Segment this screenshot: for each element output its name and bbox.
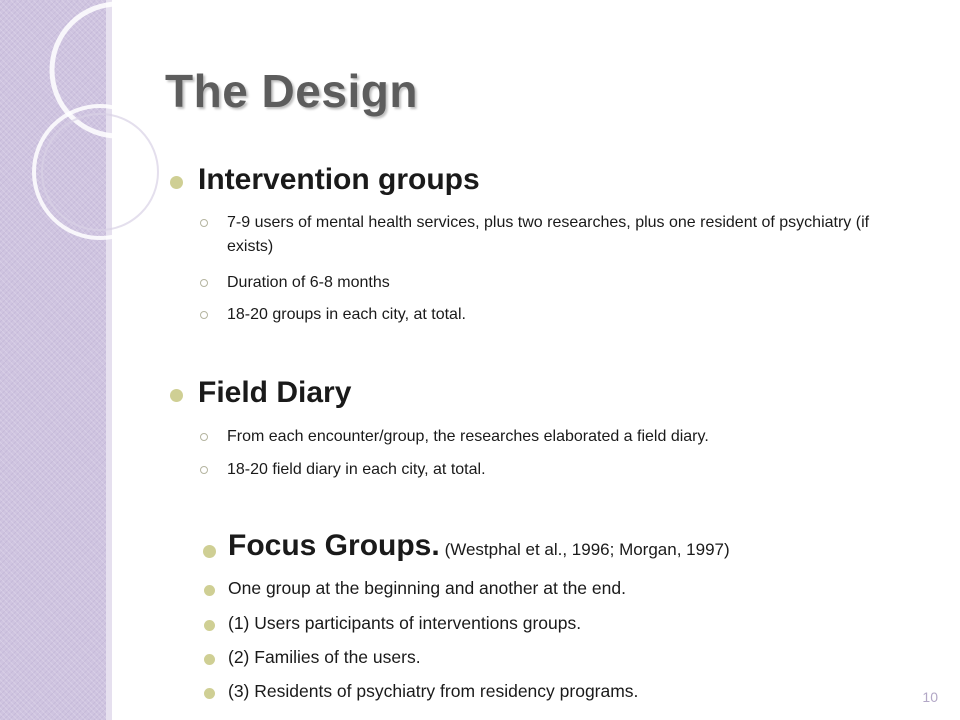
decorative-sidebar xyxy=(0,0,108,720)
intervention-item-2: Duration of 6-8 months xyxy=(227,274,390,291)
bullet-icon xyxy=(170,176,183,189)
field-diary-item-2: 18-20 field diary in each city, at total. xyxy=(227,461,486,478)
sub-bullet-icon xyxy=(200,311,208,319)
focus-groups-item-3: (2) Families of the users. xyxy=(228,647,421,667)
focus-groups-citation: (Westphal et al., 1996; Morgan, 1997) xyxy=(444,540,730,559)
slide-title: The Design xyxy=(165,65,418,117)
sidebar-edge xyxy=(106,0,112,720)
field-diary-item-1: From each encounter/group, the researches elaborated a field diary. xyxy=(227,428,709,445)
bullet-icon xyxy=(203,545,216,558)
page-number: 10 xyxy=(922,689,938,705)
focus-groups-item-2: (1) Users participants of interventions groups. xyxy=(228,613,582,633)
focus-groups-line xyxy=(228,529,730,563)
intervention-heading: Intervention groups xyxy=(198,163,480,196)
bullet-icon xyxy=(204,688,215,699)
intervention-item-1: 7-9 users of mental health services, plus two researches, plus one resident of psychiatry (if exists) xyxy=(227,214,870,255)
sub-bullet-icon xyxy=(200,433,208,441)
bullet-icon xyxy=(204,585,215,596)
focus-groups-item-4: (3) Residents of psychiatry from residency programs. xyxy=(228,681,639,701)
sub-bullet-icon xyxy=(200,219,208,227)
focus-groups-item-1: One group at the beginning and another at the end. xyxy=(228,578,626,598)
field-diary-heading: Field Diary xyxy=(198,376,352,409)
focus-groups-heading: Focus Groups. xyxy=(228,529,440,562)
intervention-item-3: 18-20 groups in each city, at total. xyxy=(227,306,466,323)
bullet-icon xyxy=(204,620,215,631)
bullet-icon xyxy=(170,389,183,402)
bullet-icon xyxy=(204,654,215,665)
sub-bullet-icon xyxy=(200,279,208,287)
sub-bullet-icon xyxy=(200,466,208,474)
